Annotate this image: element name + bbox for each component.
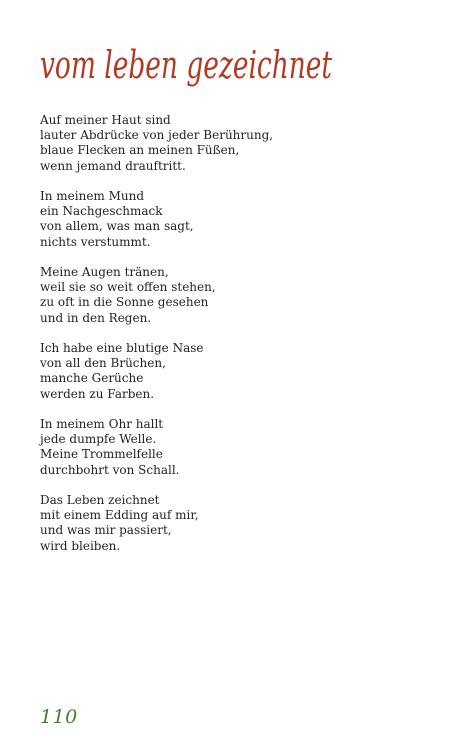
poem-line: Meine Augen tränen, [40, 265, 169, 279]
stanza [40, 113, 440, 174]
poem-body [40, 113, 440, 569]
poem-title [38, 28, 448, 113]
poem-line: weil sie so weit offen stehen, [40, 280, 216, 295]
poem-line: wird bleiben. [40, 538, 121, 553]
poem-line: lauter Abdrücke von jeder Berührung, [40, 128, 274, 143]
stanza [40, 341, 440, 402]
poem-line: manche Gerüche [40, 371, 144, 386]
poem-line: Das Leben zeichnet [40, 493, 160, 507]
poem-title-text: vom leben gezeichnet [40, 43, 333, 87]
stanza [40, 493, 440, 554]
poem-line: wenn jemand drauftritt. [40, 158, 186, 173]
poem-line: Auf meiner Haut sind [40, 113, 171, 127]
poem-line: blaue Flecken an meinen Füßen, [40, 143, 240, 158]
stanza [40, 265, 440, 326]
poem-line: von all den Brüchen, [40, 356, 166, 371]
poem-line: mit einem Edding auf mir, [40, 508, 199, 523]
poem-line: nichts verstummt. [40, 234, 151, 249]
poem-line: In meinem Ohr hallt [40, 417, 164, 431]
poem-line: zu oft in die Sonne gesehen [40, 295, 209, 310]
poem-line: jede dumpfe Welle. [40, 432, 157, 447]
poem-line: werden zu Farben. [40, 386, 155, 401]
stanza [40, 417, 440, 478]
poem-line: durchbohrt von Schall. [40, 462, 180, 477]
page-number: 110 [40, 706, 78, 728]
poem-line: und in den Regen. [40, 310, 152, 325]
poem-line: ein Nachgeschmack [40, 204, 163, 219]
poem-line: von allem, was man sagt, [40, 219, 194, 234]
stanza [40, 189, 440, 250]
poem-line: und was mir passiert, [40, 523, 172, 538]
poem-line: In meinem Mund [40, 189, 145, 203]
poem-line: Meine Trommelfelle [40, 447, 163, 462]
poem-line: Ich habe eine blutige Nase [40, 341, 204, 355]
